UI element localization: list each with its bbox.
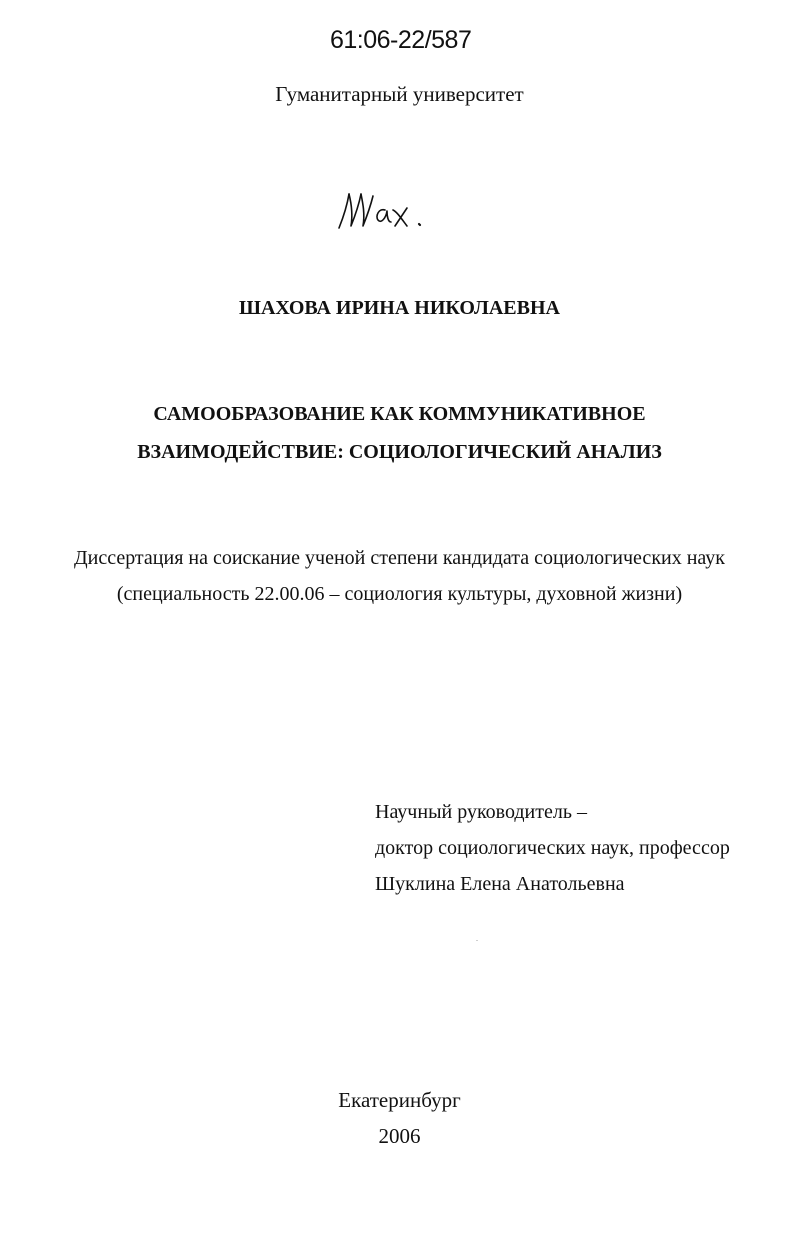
year: 2006 <box>378 1124 421 1148</box>
archive-stamp-code: 61:06-22/587 <box>330 26 472 54</box>
university-name: Гуманитарный университет <box>275 82 524 106</box>
dissertation-title-line-2: ВЗАИМОДЕЙСТВИЕ: СОЦИОЛОГИЧЕСКИЙ АНАЛИЗ <box>137 441 662 463</box>
scan-speck <box>476 940 478 941</box>
advisor-role: Научный руководитель – <box>375 801 587 823</box>
degree-description-line-1: Диссертация на соискание ученой степени кандидата социологических наук <box>73 547 726 569</box>
author-name: ШАХОВА ИРИНА НИКОЛАЕВНА <box>239 297 560 319</box>
handwritten-signature <box>335 180 445 240</box>
degree-description-line-2: (специальность 22.00.06 – социология культуры, духовной жизни) <box>116 583 683 605</box>
city: Екатеринбург <box>338 1088 461 1112</box>
advisor-degree: доктор социологических наук, профессор <box>375 837 730 859</box>
advisor-name: Шуклина Елена Анатольевна <box>375 873 625 895</box>
dissertation-title-line-1: САМООБРАЗОВАНИЕ КАК КОММУНИКАТИВНОЕ <box>153 403 646 425</box>
